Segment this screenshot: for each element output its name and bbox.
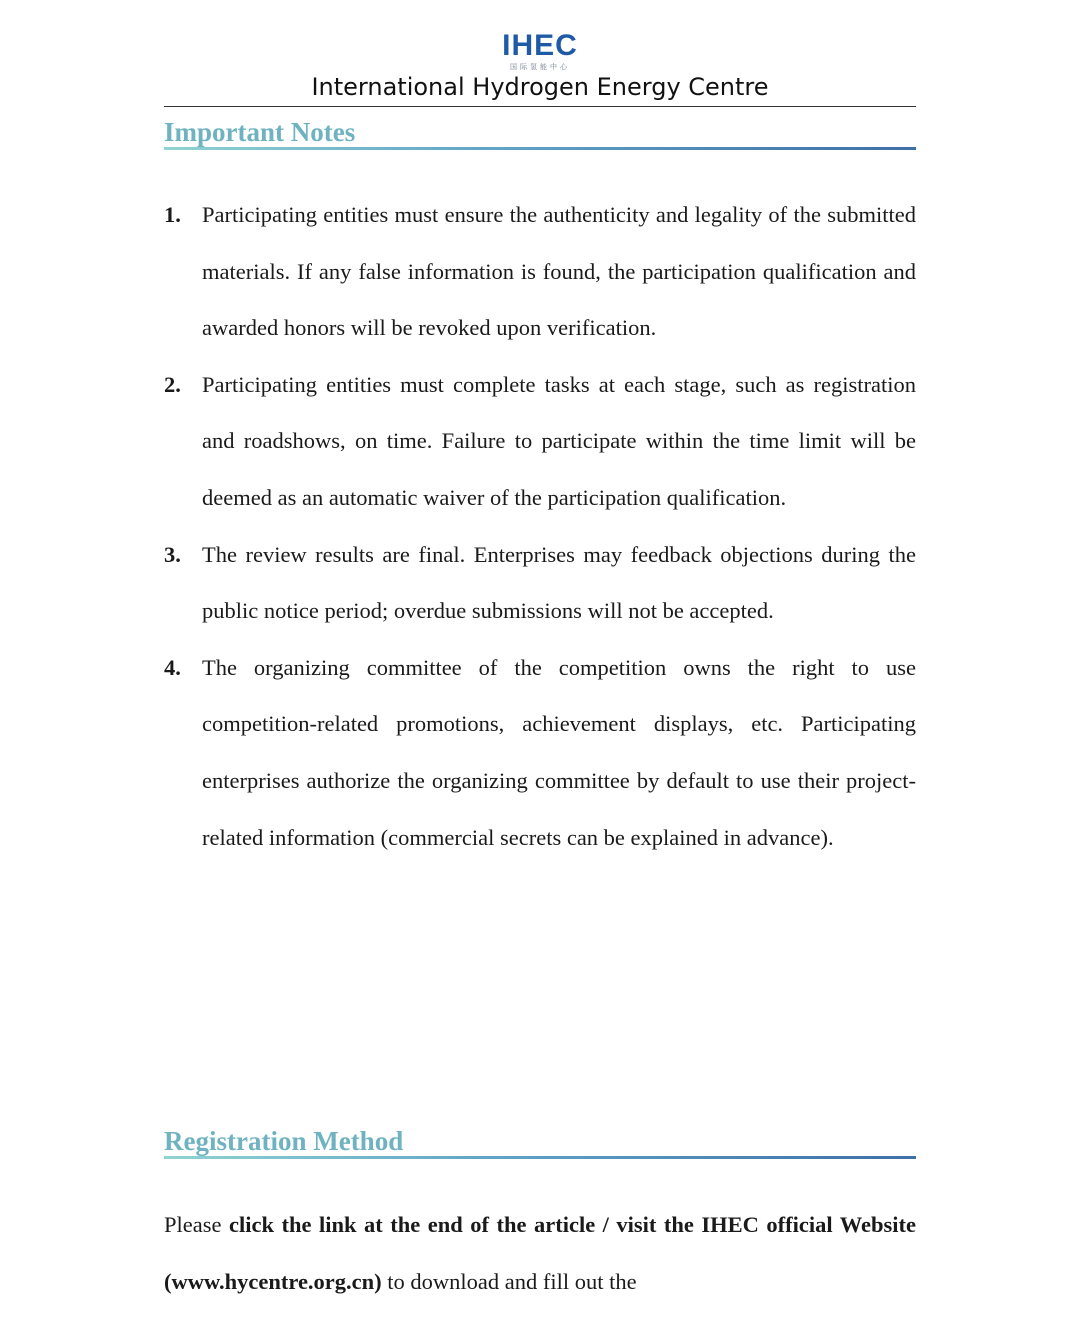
ihec-logo: IHEC — [502, 29, 578, 62]
note-number: 3. — [164, 541, 181, 567]
important-notes-heading — [164, 118, 916, 150]
registration-suffix: to download and fill out the — [381, 1268, 637, 1294]
organization-name: International Hydrogen Energy Centre — [311, 73, 769, 101]
registration-paragraph — [164, 1197, 916, 1310]
note-text: The organizing committee of the competition owns the right to use competition-related promotions, achievement displays, etc. Participating enterprises authorize the organizing committee by default to use their project-related information (commercial secrets can be explained in advance). — [202, 654, 916, 850]
note-item-3 — [164, 527, 916, 640]
heading-underline — [164, 147, 916, 150]
registration-instructions: click the link at the end of the article / visit the IHEC official Website (www.hycentre.org.cn) — [164, 1212, 916, 1294]
note-text: Participating entities must complete tasks at each stage, such as registration and roadshows, on time. Failure to participate within the time limit will be deemed as an automatic waiver of the participation qualification. — [202, 371, 916, 510]
section-title: Important Notes — [164, 117, 356, 147]
section-title: Registration Method — [164, 1126, 404, 1156]
page-header — [164, 28, 916, 107]
note-text: The review results are final. Enterprises may feedback objections during the public notice period; overdue submissions will not be accepted. — [202, 541, 916, 624]
note-item-2 — [164, 357, 916, 527]
note-number: 4. — [164, 654, 181, 680]
note-number: 2. — [164, 371, 181, 397]
registration-method-heading — [164, 1127, 916, 1159]
heading-underline — [164, 1156, 916, 1159]
registration-prefix: Please — [164, 1212, 229, 1237]
note-text: Participating entities must ensure the authenticity and legality of the submitted materials. If any false information is found, the participation qualification and awarded honors will be revoked upon verification. — [202, 202, 916, 341]
note-item-4 — [164, 640, 916, 866]
important-notes-list — [164, 187, 916, 866]
note-item-1 — [164, 187, 916, 357]
note-number: 1. — [164, 202, 181, 227]
document-page — [164, 0, 916, 1335]
logo-subtitle: 国际氢能中心 — [510, 64, 570, 71]
